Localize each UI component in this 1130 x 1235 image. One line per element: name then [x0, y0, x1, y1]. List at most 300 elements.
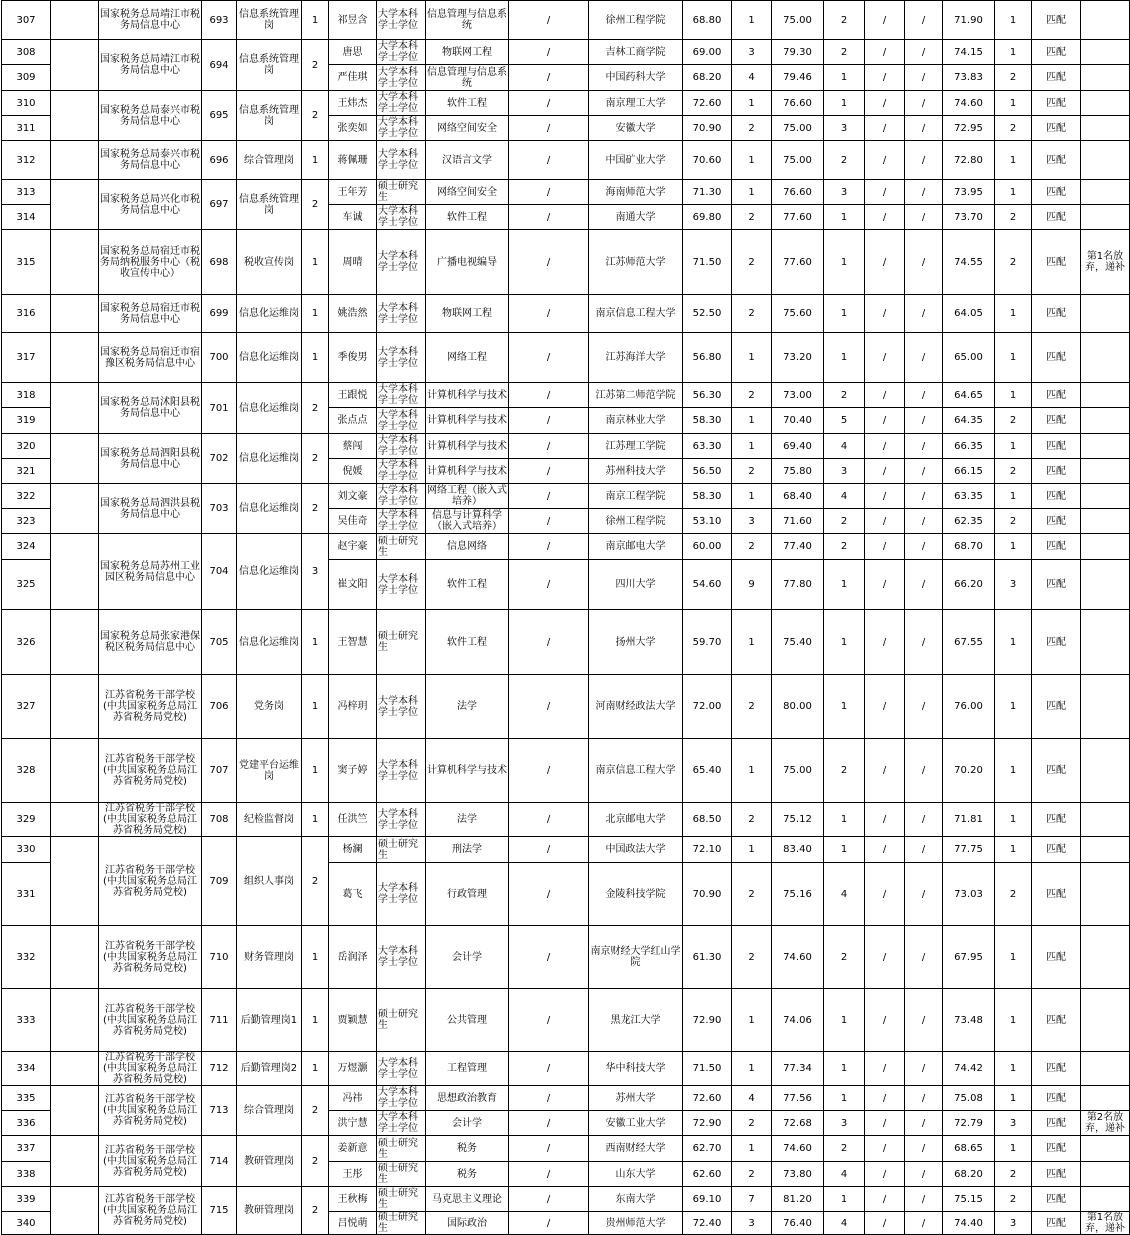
written-rank-cell: 2	[732, 926, 772, 989]
written-score-cell: 62.70	[683, 1136, 732, 1162]
org-cell: 江苏省税务干部学校(中共国家税务总局江苏省税务局党校)	[99, 837, 202, 926]
name-cell: 万煜灏	[329, 1052, 377, 1086]
school-cell: 山东大学	[589, 1162, 683, 1187]
written-rank-cell: 1	[732, 434, 772, 459]
total-score-cell: 73.48	[943, 989, 995, 1052]
written-score-cell: 72.90	[683, 989, 732, 1052]
interview-rank-cell: 3	[824, 116, 865, 141]
education-cell: 大学本科学士学位	[377, 459, 426, 484]
plan-count-cell: 1	[302, 989, 329, 1052]
post-name-cell: 信息化运维岗	[237, 534, 302, 610]
table-row	[2, 230, 1130, 295]
written-score-cell: 54.60	[683, 560, 732, 610]
org-cell: 国家税务总局张家港保税区税务局信息中心	[99, 610, 202, 675]
seq-cell: 336	[2, 1111, 51, 1136]
note-cell	[1081, 989, 1130, 1052]
seq-cell: 319	[2, 408, 51, 434]
seq-cell: 320	[2, 434, 51, 459]
seq-cell: 326	[2, 610, 51, 675]
school-cell: 南京林业大学	[589, 408, 683, 434]
work-unit-cell: /	[509, 837, 589, 863]
org-cell: 江苏省税务干部学校(中共国家税务总局江苏省税务局党校)	[99, 926, 202, 989]
seq-cell: 312	[2, 141, 51, 180]
note-cell	[1081, 333, 1130, 383]
name-cell: 王跟悦	[329, 383, 377, 408]
interview-rank-cell: 2	[824, 534, 865, 560]
seq-cell: 322	[2, 484, 51, 509]
post-code-cell: 714	[202, 1136, 237, 1187]
interview-score-cell: 77.80	[772, 560, 824, 610]
work-unit-cell: /	[509, 1052, 589, 1086]
extra-b-cell: /	[905, 383, 943, 408]
extra-a-cell: /	[865, 65, 905, 91]
school-cell: 四川大学	[589, 560, 683, 610]
major-cell: 软件工程	[426, 610, 509, 675]
name-cell: 祁昱含	[329, 1, 377, 40]
school-cell: 中国政法大学	[589, 837, 683, 863]
extra-b-cell: /	[905, 459, 943, 484]
plan-count-cell: 2	[302, 40, 329, 91]
note-cell	[1081, 610, 1130, 675]
plan-count-cell: 1	[302, 1052, 329, 1086]
match-cell: 匹配	[1032, 1187, 1081, 1212]
plan-count-cell: 1	[302, 803, 329, 837]
seq-cell: 332	[2, 926, 51, 989]
written-score-cell: 69.00	[683, 40, 732, 65]
interview-rank-cell: 3	[824, 180, 865, 205]
interview-score-cell: 70.40	[772, 408, 824, 434]
work-unit-cell: /	[509, 534, 589, 560]
extra-a-cell: /	[865, 383, 905, 408]
seq-cell: 339	[2, 1187, 51, 1212]
seq-cell: 321	[2, 459, 51, 484]
education-cell: 大学本科学士学位	[377, 509, 426, 534]
match-cell: 匹配	[1032, 205, 1081, 230]
seq-cell: 309	[2, 65, 51, 91]
name-cell: 崔文阳	[329, 560, 377, 610]
education-cell: 大学本科学士学位	[377, 230, 426, 295]
total-rank-cell: 1	[995, 989, 1032, 1052]
written-rank-cell: 4	[732, 1086, 772, 1111]
education-cell: 大学本科学士学位	[377, 484, 426, 509]
note-cell	[1081, 383, 1130, 408]
education-cell: 硕士研究生	[377, 837, 426, 863]
work-unit-cell: /	[509, 1086, 589, 1111]
total-rank-cell: 1	[995, 1136, 1032, 1162]
work-unit-cell: /	[509, 91, 589, 116]
interview-rank-cell: 1	[824, 989, 865, 1052]
match-cell: 匹配	[1032, 989, 1081, 1052]
org-cell: 江苏省税务干部学校(中共国家税务总局江苏省税务局党校)	[99, 1187, 202, 1235]
extra-b-cell: /	[905, 434, 943, 459]
written-score-cell: 72.90	[683, 1111, 732, 1136]
school-cell: 南京信息工程大学	[589, 739, 683, 803]
name-cell: 季俊男	[329, 333, 377, 383]
extra-a-cell: /	[865, 295, 905, 333]
seq-cell: 338	[2, 1162, 51, 1187]
match-cell: 匹配	[1032, 926, 1081, 989]
table-row	[2, 383, 1130, 408]
total-score-cell: 66.15	[943, 459, 995, 484]
match-cell: 匹配	[1032, 180, 1081, 205]
match-cell: 匹配	[1032, 383, 1081, 408]
blank-cell	[51, 803, 99, 837]
note-cell	[1081, 739, 1130, 803]
org-cell: 国家税务总局泰兴市税务局信息中心	[99, 91, 202, 141]
education-cell: 大学本科学士学位	[377, 141, 426, 180]
post-name-cell: 纪检监督岗	[237, 803, 302, 837]
extra-b-cell: /	[905, 610, 943, 675]
blank-cell	[51, 40, 99, 91]
name-cell: 王秋梅	[329, 1187, 377, 1212]
interview-score-cell: 75.60	[772, 295, 824, 333]
extra-a-cell: /	[865, 91, 905, 116]
total-rank-cell: 2	[995, 116, 1032, 141]
interview-rank-cell: 1	[824, 1052, 865, 1086]
school-cell: 金陵科技学院	[589, 863, 683, 926]
work-unit-cell: /	[509, 408, 589, 434]
note-cell	[1081, 1187, 1130, 1212]
post-code-cell: 715	[202, 1187, 237, 1235]
blank-cell	[51, 180, 99, 230]
name-cell: 张奕如	[329, 116, 377, 141]
education-cell: 硕士研究生	[377, 610, 426, 675]
name-cell: 蒋佩珊	[329, 141, 377, 180]
interview-score-cell: 73.20	[772, 333, 824, 383]
extra-a-cell: /	[865, 863, 905, 926]
interview-score-cell: 77.34	[772, 1052, 824, 1086]
seq-cell: 329	[2, 803, 51, 837]
post-code-cell: 696	[202, 141, 237, 180]
extra-b-cell: /	[905, 989, 943, 1052]
school-cell: 徐州工程学院	[589, 1, 683, 40]
written-score-cell: 72.60	[683, 91, 732, 116]
interview-score-cell: 75.00	[772, 141, 824, 180]
school-cell: 南京理工大学	[589, 91, 683, 116]
written-rank-cell: 2	[732, 295, 772, 333]
interview-rank-cell: 1	[824, 295, 865, 333]
education-cell: 大学本科学士学位	[377, 205, 426, 230]
total-score-cell: 63.35	[943, 484, 995, 509]
org-cell: 江苏省税务干部学校(中共国家税务总局江苏省税务局党校)	[99, 1136, 202, 1187]
interview-rank-cell: 2	[824, 739, 865, 803]
work-unit-cell: /	[509, 1111, 589, 1136]
interview-rank-cell: 3	[824, 1111, 865, 1136]
total-rank-cell: 1	[995, 739, 1032, 803]
note-cell	[1081, 837, 1130, 863]
major-cell: 计算机科学与技术	[426, 383, 509, 408]
total-rank-cell: 2	[995, 459, 1032, 484]
extra-b-cell: /	[905, 509, 943, 534]
total-score-cell: 73.03	[943, 863, 995, 926]
extra-b-cell: /	[905, 1, 943, 40]
interview-score-cell: 76.40	[772, 1212, 824, 1235]
total-rank-cell: 1	[995, 926, 1032, 989]
note-cell	[1081, 1136, 1130, 1162]
table-row	[2, 295, 1130, 333]
work-unit-cell: /	[509, 295, 589, 333]
total-score-cell: 77.75	[943, 837, 995, 863]
post-name-cell: 信息系统管理岗	[237, 40, 302, 91]
education-cell: 大学本科学士学位	[377, 675, 426, 739]
total-rank-cell: 2	[995, 1162, 1032, 1187]
extra-a-cell: /	[865, 1052, 905, 1086]
school-cell: 黑龙江大学	[589, 989, 683, 1052]
note-cell	[1081, 1086, 1130, 1111]
total-rank-cell: 1	[995, 803, 1032, 837]
match-cell: 匹配	[1032, 803, 1081, 837]
extra-b-cell: /	[905, 1052, 943, 1086]
note-cell	[1081, 408, 1130, 434]
education-cell: 大学本科学士学位	[377, 739, 426, 803]
interview-rank-cell: 1	[824, 230, 865, 295]
match-cell: 匹配	[1032, 459, 1081, 484]
interview-score-cell: 75.12	[772, 803, 824, 837]
seq-cell: 323	[2, 509, 51, 534]
major-cell: 网络空间安全	[426, 116, 509, 141]
total-score-cell: 73.95	[943, 180, 995, 205]
written-score-cell: 72.10	[683, 837, 732, 863]
name-cell: 窦子婷	[329, 739, 377, 803]
extra-b-cell: /	[905, 40, 943, 65]
written-rank-cell: 1	[732, 837, 772, 863]
total-score-cell: 76.00	[943, 675, 995, 739]
seq-cell: 334	[2, 1052, 51, 1086]
school-cell: 苏州科技大学	[589, 459, 683, 484]
school-cell: 河南财经政法大学	[589, 675, 683, 739]
blank-cell	[51, 989, 99, 1052]
extra-a-cell: /	[865, 675, 905, 739]
education-cell: 大学本科学士学位	[377, 1052, 426, 1086]
post-name-cell: 信息化运维岗	[237, 383, 302, 434]
post-name-cell: 信息化运维岗	[237, 484, 302, 534]
note-cell	[1081, 180, 1130, 205]
major-cell: 汉语言文学	[426, 141, 509, 180]
total-rank-cell: 1	[995, 180, 1032, 205]
written-rank-cell: 1	[732, 333, 772, 383]
total-rank-cell: 1	[995, 534, 1032, 560]
total-score-cell: 68.70	[943, 534, 995, 560]
post-name-cell: 信息化运维岗	[237, 333, 302, 383]
major-cell: 计算机科学与技术	[426, 459, 509, 484]
name-cell: 唐思	[329, 40, 377, 65]
extra-b-cell: /	[905, 1162, 943, 1187]
extra-a-cell: /	[865, 484, 905, 509]
major-cell: 计算机科学与技术	[426, 739, 509, 803]
note-cell	[1081, 675, 1130, 739]
match-cell: 匹配	[1032, 509, 1081, 534]
interview-rank-cell: 1	[824, 1187, 865, 1212]
plan-count-cell: 2	[302, 837, 329, 926]
interview-rank-cell: 4	[824, 434, 865, 459]
blank-cell	[51, 1187, 99, 1235]
plan-count-cell: 2	[302, 1086, 329, 1136]
major-cell: 信息管理与信息系统	[426, 1, 509, 40]
name-cell: 严佳琪	[329, 65, 377, 91]
interview-rank-cell: 1	[824, 91, 865, 116]
extra-b-cell: /	[905, 484, 943, 509]
recruitment-results-table	[1, 0, 1130, 1235]
table-row	[2, 534, 1130, 560]
seq-cell: 340	[2, 1212, 51, 1235]
post-name-cell: 教研管理岗	[237, 1136, 302, 1187]
extra-b-cell: /	[905, 65, 943, 91]
blank-cell	[51, 91, 99, 141]
org-cell: 国家税务总局泰兴市税务局信息中心	[99, 141, 202, 180]
interview-score-cell: 79.46	[772, 65, 824, 91]
extra-a-cell: /	[865, 989, 905, 1052]
school-cell: 苏州大学	[589, 1086, 683, 1111]
work-unit-cell: /	[509, 926, 589, 989]
seq-cell: 331	[2, 863, 51, 926]
seq-cell: 328	[2, 739, 51, 803]
seq-cell: 317	[2, 333, 51, 383]
work-unit-cell: /	[509, 509, 589, 534]
post-name-cell: 后勤管理岗2	[237, 1052, 302, 1086]
total-rank-cell: 1	[995, 91, 1032, 116]
education-cell: 大学本科学士学位	[377, 40, 426, 65]
written-rank-cell: 1	[732, 989, 772, 1052]
interview-score-cell: 77.60	[772, 230, 824, 295]
table-row	[2, 180, 1130, 205]
total-score-cell: 68.20	[943, 1162, 995, 1187]
post-name-cell: 信息系统管理岗	[237, 180, 302, 230]
match-cell: 匹配	[1032, 91, 1081, 116]
written-rank-cell: 1	[732, 1, 772, 40]
written-score-cell: 71.50	[683, 1052, 732, 1086]
total-score-cell: 71.81	[943, 803, 995, 837]
total-rank-cell: 3	[995, 560, 1032, 610]
extra-b-cell: /	[905, 1111, 943, 1136]
blank-cell	[51, 141, 99, 180]
plan-count-cell: 1	[302, 926, 329, 989]
table-row	[2, 1052, 1130, 1086]
work-unit-cell: /	[509, 803, 589, 837]
interview-score-cell: 76.60	[772, 180, 824, 205]
total-score-cell: 74.60	[943, 91, 995, 116]
name-cell: 王年芳	[329, 180, 377, 205]
note-cell	[1081, 116, 1130, 141]
org-cell: 江苏省税务干部学校(中共国家税务总局江苏省税务局党校)	[99, 1052, 202, 1086]
written-score-cell: 72.00	[683, 675, 732, 739]
major-cell: 税务	[426, 1136, 509, 1162]
written-score-cell: 72.60	[683, 1086, 732, 1111]
interview-rank-cell: 1	[824, 560, 865, 610]
written-score-cell: 56.80	[683, 333, 732, 383]
extra-b-cell: /	[905, 926, 943, 989]
post-code-cell: 694	[202, 40, 237, 91]
total-rank-cell: 1	[995, 484, 1032, 509]
table-row	[2, 610, 1130, 675]
org-cell: 国家税务总局苏州工业园区税务局信息中心	[99, 534, 202, 610]
interview-score-cell: 77.56	[772, 1086, 824, 1111]
education-cell: 大学本科学士学位	[377, 383, 426, 408]
table-row	[2, 1187, 1130, 1212]
seq-cell: 308	[2, 40, 51, 65]
work-unit-cell: /	[509, 333, 589, 383]
interview-rank-cell: 2	[824, 509, 865, 534]
extra-a-cell: /	[865, 610, 905, 675]
work-unit-cell: /	[509, 230, 589, 295]
school-cell: 江苏第二师范学院	[589, 383, 683, 408]
school-cell: 东南大学	[589, 1187, 683, 1212]
org-cell: 国家税务总局靖江市税务局信息中心	[99, 1, 202, 40]
written-rank-cell: 1	[732, 1052, 772, 1086]
interview-score-cell: 74.60	[772, 926, 824, 989]
interview-score-cell: 74.06	[772, 989, 824, 1052]
interview-score-cell: 71.60	[772, 509, 824, 534]
school-cell: 徐州工程学院	[589, 509, 683, 534]
table-row	[2, 1136, 1130, 1162]
extra-b-cell: /	[905, 803, 943, 837]
extra-a-cell: /	[865, 116, 905, 141]
name-cell: 姜新意	[329, 1136, 377, 1162]
post-code-cell: 711	[202, 989, 237, 1052]
org-cell: 江苏省税务干部学校(中共国家税务总局江苏省税务局党校)	[99, 803, 202, 837]
post-code-cell: 699	[202, 295, 237, 333]
note-cell: 第2名放弃，递补	[1081, 1111, 1130, 1136]
extra-a-cell: /	[865, 1, 905, 40]
org-cell: 国家税务总局兴化市税务局信息中心	[99, 180, 202, 230]
total-score-cell: 64.65	[943, 383, 995, 408]
interview-score-cell: 83.40	[772, 837, 824, 863]
written-score-cell: 61.30	[683, 926, 732, 989]
post-code-cell: 703	[202, 484, 237, 534]
total-score-cell: 72.80	[943, 141, 995, 180]
post-name-cell: 税收宣传岗	[237, 230, 302, 295]
work-unit-cell: /	[509, 484, 589, 509]
written-rank-cell: 1	[732, 484, 772, 509]
school-cell: 华中科技大学	[589, 1052, 683, 1086]
match-cell: 匹配	[1032, 295, 1081, 333]
total-score-cell: 74.15	[943, 40, 995, 65]
org-cell: 国家税务总局宿迁市税务局信息中心	[99, 295, 202, 333]
interview-score-cell: 77.60	[772, 205, 824, 230]
extra-a-cell: /	[865, 459, 905, 484]
interview-rank-cell: 1	[824, 65, 865, 91]
blank-cell	[51, 333, 99, 383]
interview-rank-cell: 2	[824, 40, 865, 65]
match-cell: 匹配	[1032, 333, 1081, 383]
plan-count-cell: 2	[302, 484, 329, 534]
blank-cell	[51, 295, 99, 333]
interview-score-cell: 75.00	[772, 116, 824, 141]
interview-score-cell: 77.40	[772, 534, 824, 560]
written-score-cell: 70.60	[683, 141, 732, 180]
extra-a-cell: /	[865, 205, 905, 230]
interview-score-cell: 75.00	[772, 739, 824, 803]
seq-cell: 315	[2, 230, 51, 295]
total-rank-cell: 1	[995, 1052, 1032, 1086]
total-rank-cell: 1	[995, 383, 1032, 408]
plan-count-cell: 1	[302, 141, 329, 180]
interview-score-cell: 75.00	[772, 1, 824, 40]
interview-rank-cell: 4	[824, 863, 865, 926]
plan-count-cell: 1	[302, 1, 329, 40]
extra-a-cell: /	[865, 408, 905, 434]
org-cell: 国家税务总局泗阳县税务局信息中心	[99, 434, 202, 484]
table-row	[2, 40, 1130, 65]
work-unit-cell: /	[509, 1212, 589, 1235]
org-cell: 国家税务总局泗洪县税务局信息中心	[99, 484, 202, 534]
note-cell	[1081, 434, 1130, 459]
extra-a-cell: /	[865, 40, 905, 65]
written-score-cell: 62.60	[683, 1162, 732, 1187]
note-cell	[1081, 295, 1130, 333]
major-cell: 计算机科学与技术	[426, 408, 509, 434]
extra-a-cell: /	[865, 560, 905, 610]
post-name-cell: 教研管理岗	[237, 1187, 302, 1235]
